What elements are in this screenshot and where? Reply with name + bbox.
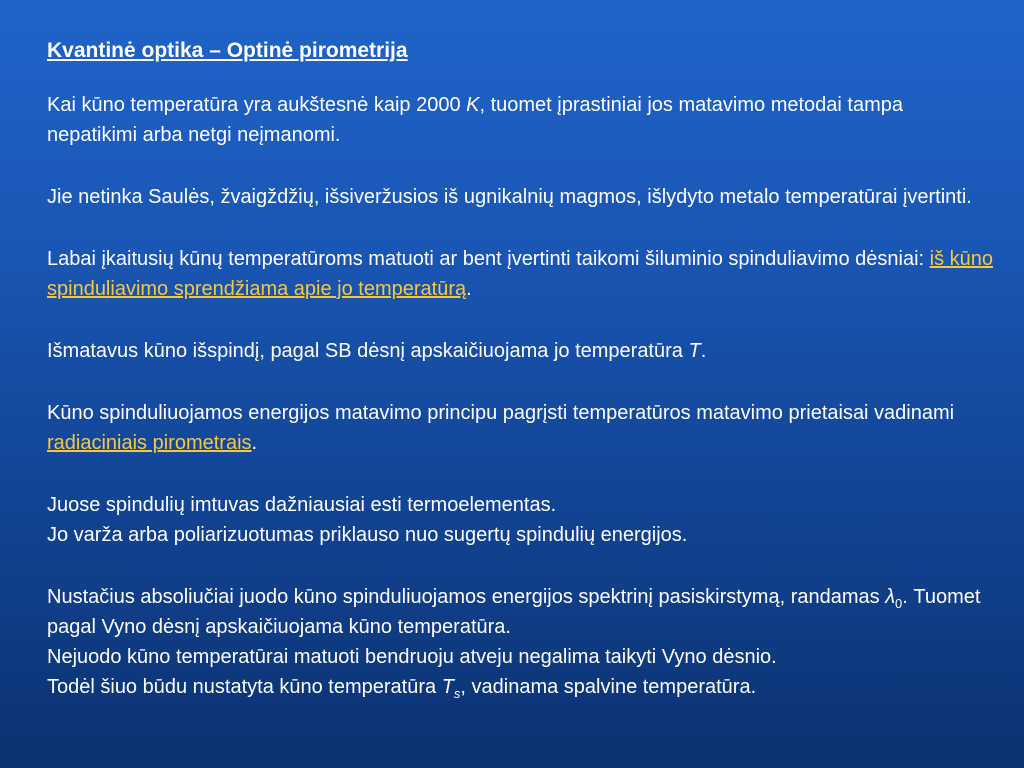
paragraph-6 <box>47 490 997 550</box>
paragraph-7-text-b: . Tuomet pagal Vyno dėsnį apskaičiuojama kūno temperatūra. <box>47 586 981 638</box>
pyrometers-link[interactable]: radiaciniais pirometrais <box>47 432 252 454</box>
paragraph-7-line-2: Nejuodo kūno temperatūrai matuoti bendruoju atveju negalima taikyti Vyno dėsnio. <box>47 646 777 668</box>
temperature-link[interactable]: iš kūno spinduliavimo sprendžiama apie jo temperatūrą <box>47 248 994 300</box>
temperature-symbol: T <box>688 340 701 362</box>
slide-content <box>47 36 997 734</box>
paragraph-7-text-c: Todėl šiuo būdu nustatyta kūno temperatūra <box>47 676 442 698</box>
paragraph-3-text: Labai įkaitusių kūnų temperatūroms matuoti ar bent įvertinti taikomi šiluminio spinduliavimo dėsniai: <box>47 248 930 270</box>
paragraph-7-text-d: , vadinama spalvine temperatūra. <box>460 676 757 698</box>
paragraph-5 <box>47 398 997 458</box>
paragraph-4-text: Išmatavus kūno išspindį, pagal SB dėsnį apskaičiuojama jo temperatūra <box>47 340 689 362</box>
paragraph-3 <box>47 244 997 304</box>
ts-symbol: T <box>441 676 454 698</box>
lambda-subscript: 0 <box>895 596 903 611</box>
paragraph-1 <box>47 90 997 150</box>
paragraph-7-line-1 <box>47 582 997 642</box>
paragraph-5-period: . <box>251 432 258 454</box>
kelvin-symbol: K <box>466 94 480 116</box>
paragraph-4-period: . <box>700 340 707 362</box>
paragraph-6-line-1: Juose spindulių imtuvas dažniausiai esti termoelementas. <box>47 494 557 516</box>
paragraph-7-text: Nustačius absoliučiai juodo kūno spinduliuojamos energijos spektrinį pasiskirstymą, randamas <box>47 586 886 608</box>
paragraph-5-text: Kūno spinduliuojamos energijos matavimo principu pagrįsti temperatūros matavimo prietaisai vadinami <box>47 402 955 424</box>
ts-subscript: s <box>453 686 461 701</box>
paragraph-2: Jie netinka Saulės, žvaigždžių, išsiveržusios iš ugnikalnių magmos, išlydyto metalo temperatūrai įvertinti. <box>47 186 972 208</box>
paragraph-1-text: Kai kūno temperatūra yra aukštesnė kaip 2000 <box>47 94 467 116</box>
paragraph-4 <box>47 336 997 366</box>
paragraph-7-line-3 <box>47 672 997 702</box>
paragraph-7 <box>47 582 997 702</box>
paragraph-3-period: . <box>466 278 472 300</box>
paragraph-1-text-end: , tuomet įprastiniai jos matavimo metodai tampa nepatikimi arba netgi neįmanomi. <box>47 94 903 146</box>
lambda-symbol: λ <box>885 586 896 608</box>
paragraph-6-line-2: Jo varža arba poliarizuotumas priklauso nuo sugertų spindulių energijos. <box>47 524 688 546</box>
slide-title: Kvantinė optika – Optinė pirometrija <box>47 39 408 62</box>
